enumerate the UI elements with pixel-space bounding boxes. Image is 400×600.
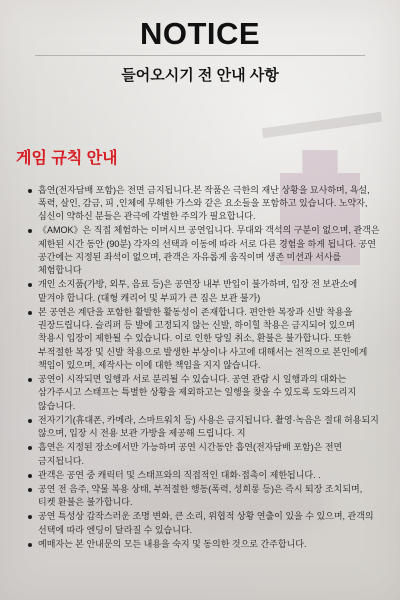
background-stroke-shape (262, 112, 382, 139)
rule-item-smoking-area: 흡연은 지정된 장소에서만 가능하며 공연 시간동안 흡연(전자담배 포함)은 전면 금지됩니다. (38, 441, 382, 468)
rule-item-party-separation: 공연이 시작되면 일행과 서로 분리될 수 있습니다. 공연 관람 시 일행과의 대화는 삼가주시고 스태프는 특별한 상황을 제외하고는 일행을 찾을 수 있도록 도와드리지 않습니다. (38, 373, 382, 413)
rule-item-contact-restriction: 관객은 공연 중 캐릭터 및 스태프와의 직접적인 대화·접촉이 제한됩니다. . (38, 469, 382, 482)
rule-item-clothing-and-footwear: 본 공연은 계단을 포함한 활발한 활동성이 존재합니다. 편안한 복장과 신발 착용을 권장드립니다. 슬리퍼 등 발에 고정되지 않는 신발, 하이힐 착용은 금지되어 있으며 착용시 입장이 제한될 수 있습니다. 이로 인한 당일 취소, 환불은 불가합니다. 또한 부적절한 복장 및 신발 착용으로 발생한 부상이나 사고에 대해서는 전적으로 본인에게 책임이 있으며, 제작사는 이에 대한 책임을 지지 않습니다. (38, 306, 382, 373)
rule-item-conduct-and-refund: 공연 전 음주, 약물 복용 상태, 부적절한 행동(폭력, 성희롱 등)은 즉시 퇴장 조치되며, 티켓 환불은 불가합니다. (38, 483, 382, 510)
rule-item-immersive-show: 《AMOK》은 직접 체험하는 이머시브 공연입니다. 무대와 객석의 구분이 없으며, 관객은 제한된 시간 동안 (90분) 각자의 선택과 이동에 따라 서로 다른 경험을 하게 됩니다. 공연 공간에는 지정된 좌석이 없으며, 관객은 자유롭게 움직이며 생존 미션과 서사를 체험합니다 (38, 224, 382, 277)
notice-subtitle: 들어오시기 전 안내 사항 (121, 67, 279, 84)
rule-item-electronic-devices: 전자기기(휴대폰, 카메라, 스마트워치 등) 사용은 금지됩니다. 촬영·녹음은 절대 허용되지 않으며, 입장 시 전용 보관 가방을 제공해 드립니다. 지 (38, 414, 382, 441)
notice-header (0, 18, 400, 85)
rule-item-sensory-warning-and-ending: 공연 특성상 갑작스러운 조명 변화, 큰 소리, 위협적 상황 연출이 있을 수 있으며, 관객의 선택에 따라 엔딩이 달라질 수 있습니다. (38, 510, 382, 537)
rules-list (16, 184, 382, 551)
header-divider (35, 55, 365, 56)
rule-item-agreement: 예매자는 본 안내문의 모든 내용을 숙지 및 동의한 것으로 간주합니다. (38, 538, 382, 551)
rule-item-personal-belongings: 개인 소지품(가방, 외투, 음료 등)은 공연장 내부 반입이 불가하며, 입장 전 보관소에 맡겨야 합니다. (대형 캐리어 및 부피가 큰 짐은 보관 불가) (38, 278, 382, 305)
section-title: 게임 규칙 안내 (16, 150, 118, 167)
rules-section (16, 150, 382, 552)
rule-item-smoking-and-content-warning: 흡연(전자담배 포함)은 전면 금지됩니다.본 작품은 극한의 재난 상황을 묘사하며, 욕설, 폭력, 살인, 감금, 피 ,인체에 무해한 가스와 같은 요소들을 포함하고 있습니다. 노약자, 심신이 약하신 분들은 관극에 각별한 주의가 필요합니다. (38, 184, 382, 224)
notice-title: NOTICE (139, 16, 261, 51)
